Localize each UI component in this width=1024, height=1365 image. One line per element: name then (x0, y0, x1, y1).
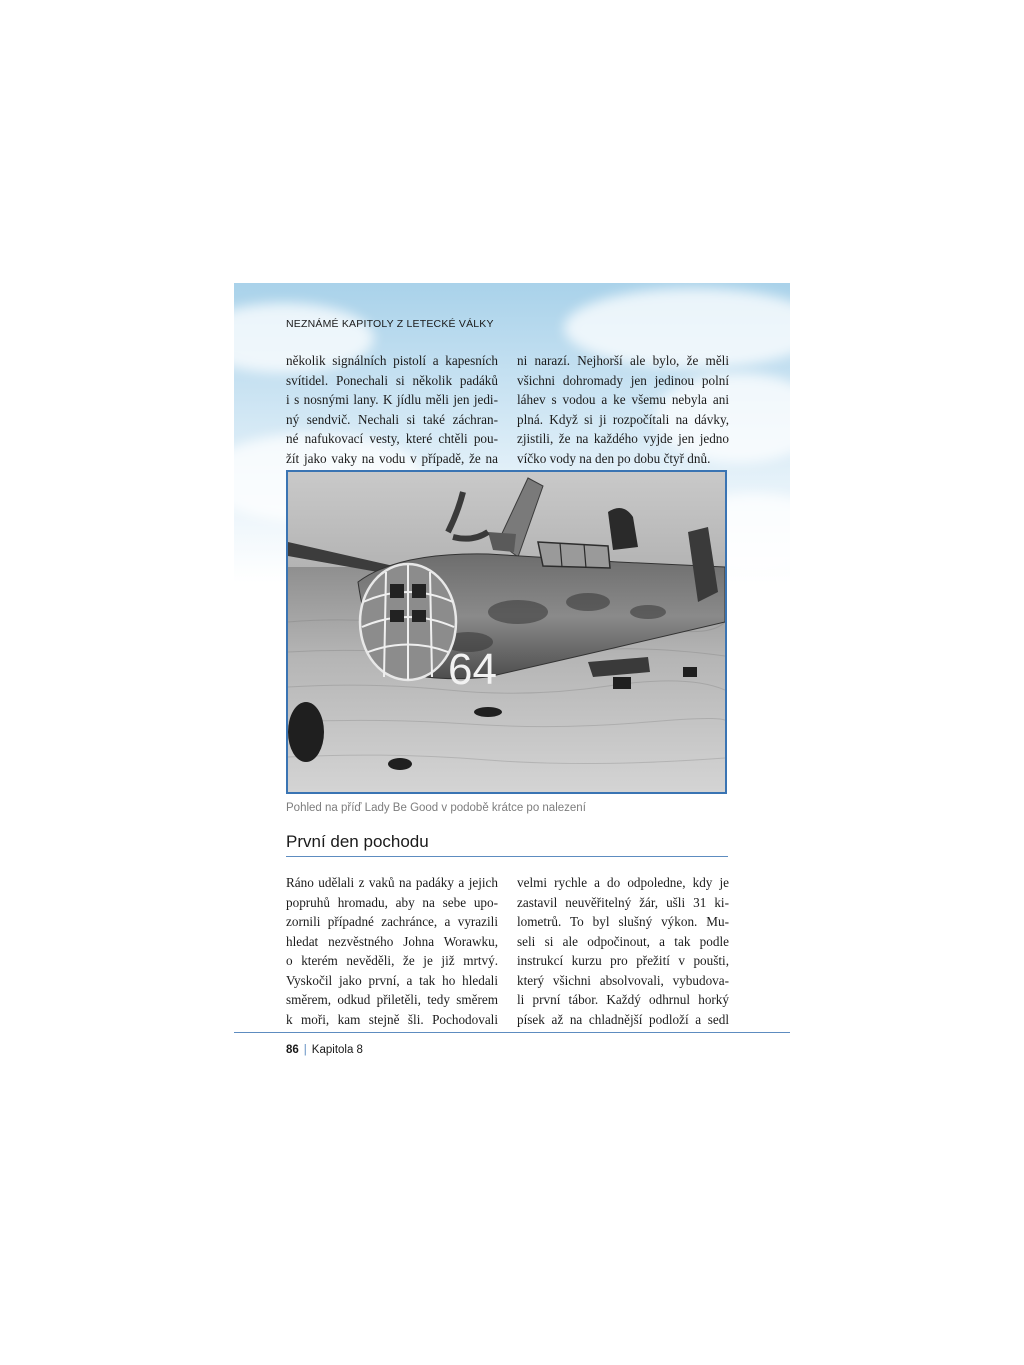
footer-rule (234, 1032, 790, 1033)
text-line: né nafukovací vesty, které chtěli pou- (286, 431, 498, 446)
cockpit-canopy (538, 542, 610, 568)
text-line: směrem, odkud přiletěli, tedy směrem (286, 992, 498, 1007)
text-line: zornili případné zachránce, a vyrazili (286, 914, 498, 929)
text-line: velmi rychle a do odpoledne, kdy je (517, 875, 729, 890)
text-line: o kterém nevěděli, že je již mrtvý. (286, 953, 498, 968)
text-line: instrukcí kurzu pro přežití v poušti, (517, 953, 729, 968)
text-line: ný sendvič. Nechali si také záchran- (286, 411, 498, 427)
text-line: i s nosnými lany. K jídlu měli jen jedi- (286, 392, 498, 407)
text-line: plná. Když si ji rozpočítali na dávky, (517, 411, 729, 427)
text-line: zjistili, že na každého vyjde jen jedno (517, 431, 729, 446)
text-line: ni narazí. Nejhorší ale bylo, že měli (517, 353, 729, 368)
text-column-left-bottom (286, 873, 498, 1029)
photo-caption: Pohled na příď Lady Be Good v podobě krátce po nalezení (286, 802, 586, 814)
chapter-label: Kapitola 8 (311, 1044, 363, 1056)
aircraft-wreck-photo (286, 470, 727, 794)
text-line: lometrů. To byl slušný výkon. Mu- (517, 914, 729, 929)
text-line: Ráno udělali z vaků na padáky a jejich (286, 875, 498, 890)
book-page (234, 283, 790, 1073)
text-line: Vyskočil jako první, a tak ho hledali (286, 972, 498, 988)
text-line: li první tábor. Každý odhrnul horký (517, 992, 729, 1007)
text-column-right-bottom (517, 873, 729, 1029)
page-number: 86 (286, 1044, 299, 1056)
photo-illustration (288, 472, 725, 792)
text-line: svítidel. Ponechali si několik padáků (286, 372, 498, 388)
text-column-left-top (286, 351, 498, 468)
text-line: láhev s vodou a ke všemu nebyla ani (517, 392, 729, 407)
text-line: hledat nezvěstného Johna Worawku, (286, 933, 498, 949)
text-column-right-top (517, 351, 729, 468)
text-line: písek až na chladnější podloží a sedl (517, 1011, 729, 1027)
page-footer (286, 1044, 363, 1056)
text-line: k moři, kam stejně šli. Pochodovali (286, 1011, 498, 1027)
text-line: popruhů hromadu, aby na sebe upo- (286, 894, 498, 910)
text-line: seli si ale odpočinout, a tak podle (517, 933, 729, 949)
section-heading: První den pochodu (286, 832, 429, 851)
footer-separator: | (303, 1044, 307, 1056)
aircraft-number: 64 (448, 645, 497, 694)
running-head: NEZNÁMÉ KAPITOLY Z LETECKÉ VÁLKY (286, 318, 494, 330)
text-line: žít jako vaky na vodu v případě, že na (286, 450, 498, 466)
text-line: zastavil neuvěřitelný žár, ušli 31 ki- (517, 894, 729, 910)
text-line: několik signálních pistolí a kapesních (286, 353, 498, 368)
text-line: který všichni absolvovali, vybudova- (517, 972, 729, 988)
heading-underline (286, 856, 728, 857)
text-line: víčko vody na den po dobu čtyř dnů. (517, 450, 711, 466)
text-line: všichni dohromady jen jedinou polní (517, 372, 729, 388)
